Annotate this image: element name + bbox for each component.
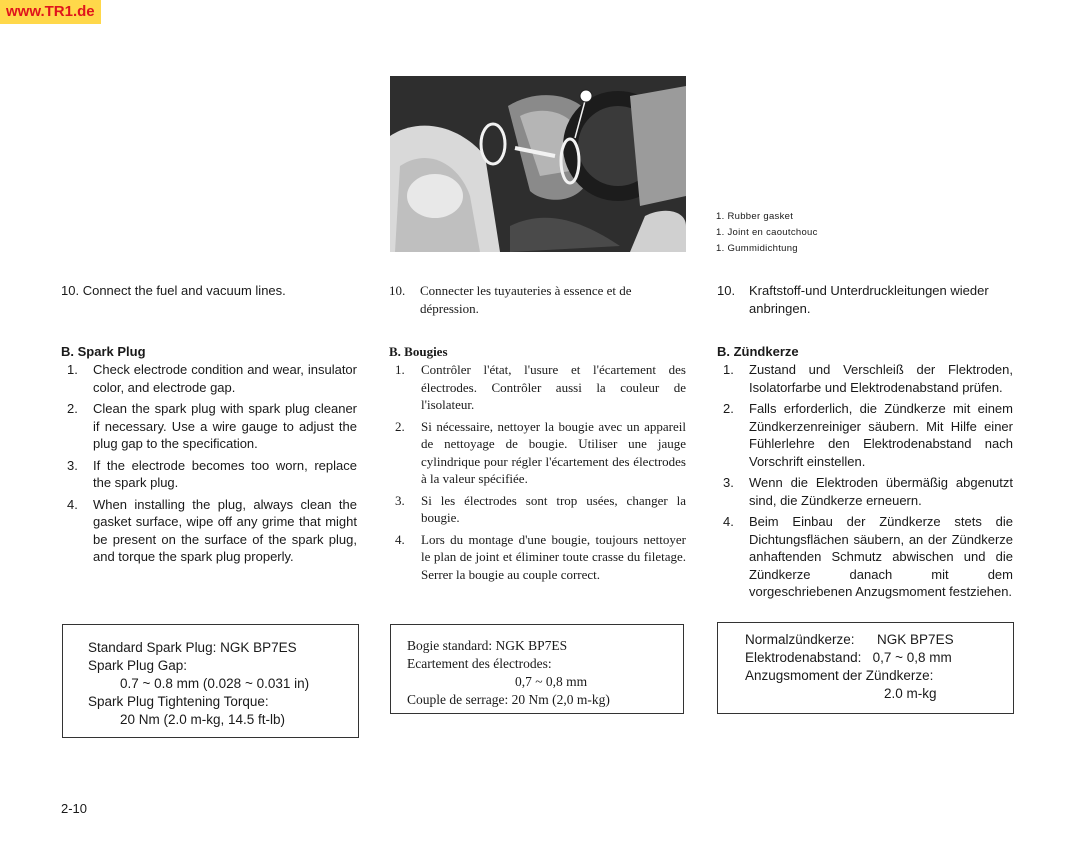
list-item: 2. Falls erforderlich, die Zündkerze mit einem Zündkerzenreiniger säubern. Mit Hilfe einer Fühlerlehre den Elektrodenabstand nach Vorschrift einstellen. bbox=[723, 401, 1013, 469]
list-de bbox=[717, 361, 1013, 605]
list-item: 2. Clean the spark plug with spark plug cleaner if necessary. Use a wire gauge to adjust the plug gap to the specification. bbox=[67, 401, 357, 451]
spec-line: 0.7 ~ 0.8 mm (0.028 ~ 0.031 in) bbox=[120, 676, 310, 691]
list-item: 4. When installing the plug, always clean the gasket surface, wipe off any grime that might be present on the surface of the spark plug, and torque the spark plug properly. bbox=[67, 496, 357, 564]
spec-line: Ecartement des électrodes: bbox=[407, 656, 552, 671]
list-item: 3. Si les électrodes sont trop usées, changer la bougie. bbox=[395, 492, 686, 525]
spec-line: Spark Plug Tightening Torque: bbox=[88, 694, 269, 709]
list-item: 4. Beim Einbau der Zündkerze stets die Dichtungsflächen säubern, an der Zündkerze anhaftenden Schmutz abwischen und die Zündkerze danach mit dem vorgeschriebenen Anzugsmoment festziehen. bbox=[723, 514, 1013, 599]
step-text: Kraftstoff-und Unterdruckleitungen wieder anbringen. bbox=[749, 283, 989, 316]
step-number: 10. bbox=[717, 283, 736, 298]
site-badge[interactable]: www.TR1.de bbox=[0, 0, 101, 24]
heading-zuendkerze: B. Zündkerze bbox=[717, 344, 799, 359]
step-number: 10. bbox=[389, 283, 406, 298]
figure-caption bbox=[716, 209, 818, 257]
list-item: 1. Check electrode condition and wear, insulator color, and electrode gap. bbox=[67, 362, 357, 395]
spec-line: 20 Nm (2.0 m-kg, 14.5 ft-lb) bbox=[120, 712, 286, 727]
spec-line: Standard Spark Plug: NGK BP7ES bbox=[88, 640, 297, 655]
step-text: Connect the fuel and vacuum lines. bbox=[82, 283, 286, 298]
list-fr bbox=[389, 361, 686, 587]
spec-line: Normalzündkerze: NGK BP7ES bbox=[745, 632, 954, 647]
list-item: 2. Si nécessaire, nettoyer la bougie avec un appareil de nettoyage de bougie. Utiliser une jauge cylindrique pour régler l'écartement des électrodes à la valeur spécifiée. bbox=[395, 418, 686, 486]
spec-line: Bogie standard: NGK BP7ES bbox=[407, 638, 568, 653]
step-number: 10. bbox=[61, 283, 80, 298]
spec-line: 0,7 ~ 0,8 mm bbox=[515, 674, 588, 689]
list-item: 3. If the electrode becomes too worn, replace the spark plug. bbox=[67, 457, 357, 490]
list-en bbox=[61, 361, 357, 570]
caption-de: 1. Gummidichtung bbox=[716, 243, 798, 254]
caption-fr: 1. Joint en caoutchouc bbox=[716, 227, 818, 238]
list-item: 4. Lors du montage d'une bougie, toujours nettoyer le plan de joint et éliminer toute crasse du filetage. Serrer la bougie au couple correct. bbox=[395, 531, 686, 582]
spec-box-fr bbox=[390, 624, 684, 714]
step-10-en bbox=[61, 282, 357, 300]
engine-photo bbox=[390, 76, 686, 252]
list-item: 1. Zustand und Verschleiß der Flektroden, Isolatorfarbe und Elektrodenabstand prüfen. bbox=[723, 362, 1013, 395]
page-number: 2-10 bbox=[61, 801, 88, 816]
spec-box-de bbox=[717, 622, 1014, 714]
list-item: 3. Wenn die Elektroden übermäßig abgenutzt sind, die Zündkerze erneuern. bbox=[723, 475, 1013, 508]
spec-box-en bbox=[62, 624, 359, 738]
step-10-de bbox=[717, 282, 1013, 317]
spec-line: Spark Plug Gap: bbox=[88, 658, 188, 673]
step-10-fr bbox=[389, 282, 686, 317]
heading-spark-plug: B. Spark Plug bbox=[61, 344, 146, 359]
spec-line: Anzugsmoment der Zündkerze: bbox=[745, 668, 934, 683]
spec-line: Couple de serrage: 20 Nm (2,0 m-kg) bbox=[407, 692, 610, 707]
caption-en: 1. Rubber gasket bbox=[716, 211, 794, 222]
list-item: 1. Contrôler l'état, l'usure et l'écartement des électrodes. Contrôler aussi la couleur de l'isolateur. bbox=[395, 362, 686, 412]
spec-line: 2.0 m-kg bbox=[884, 686, 937, 701]
spec-line: Elektrodenabstand: 0,7 ~ 0,8 mm bbox=[745, 650, 952, 665]
heading-bougies: B. Bougies bbox=[389, 344, 448, 359]
step-text: Connecter les tuyauteries à essence et de dépression. bbox=[420, 283, 632, 316]
